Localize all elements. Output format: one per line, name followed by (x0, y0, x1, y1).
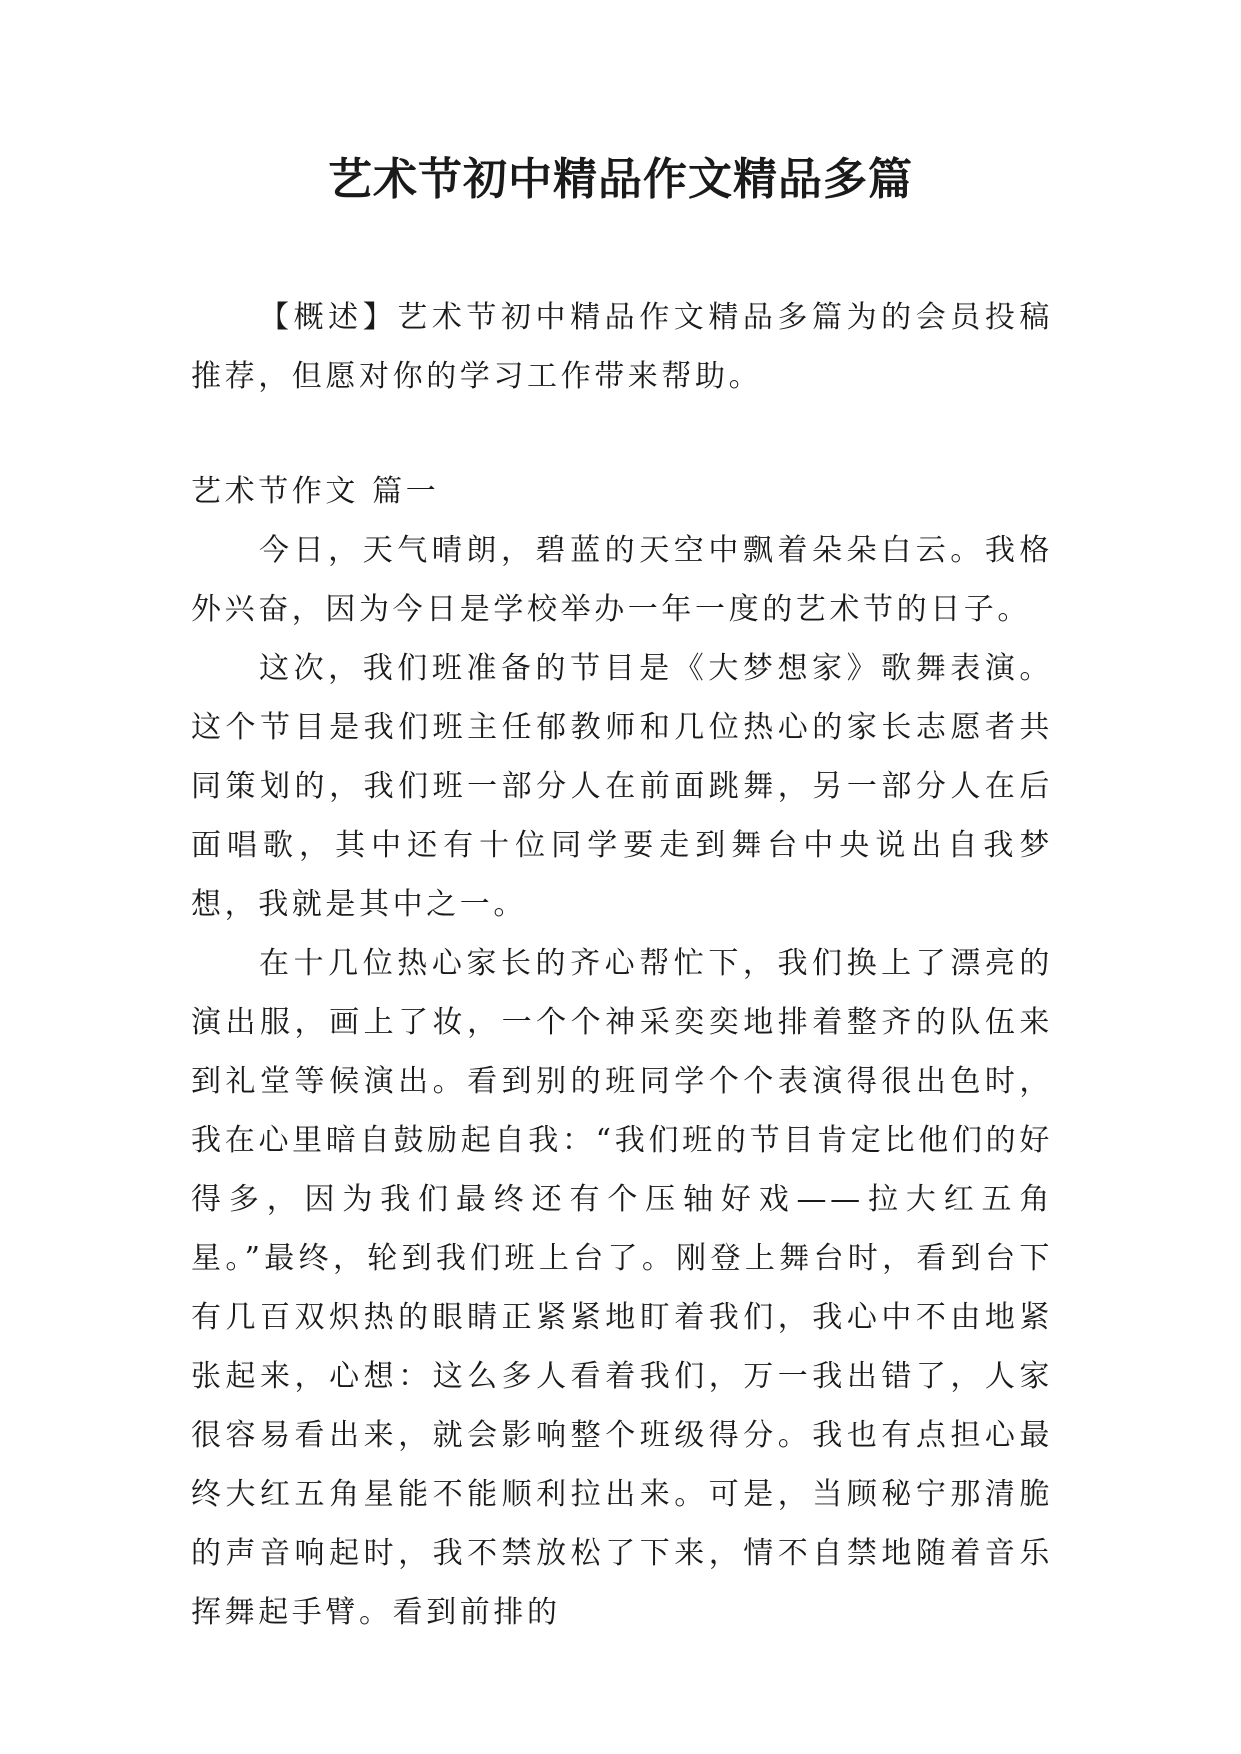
summary-paragraph: 【概述】艺术节初中精品作文精品多篇为的会员投稿推荐，但愿对你的学习工作带来帮助。 (191, 300, 1053, 394)
body-paragraph: 在十几位热心家长的齐心帮忙下，我们换上了漂亮的演出服，画上了妆，一个个神采奕奕地排着整齐的队伍来到礼堂等候演出。看到别的班同学个个表演得很出色时，我在心里暗自鼓励起自我：“我们班的节目肯定比他们的好得多，因为我们最终还有个压轴好戏——拉大红五角星。”最终，轮到我们班上台了。刚登上舞台时，看到台下有几百双炽热的眼睛正紧紧地盯着我们，我心中不由地紧张起来，心想：这么多人看着我们，万一我出错了，人家很容易看出来，就会影响整个班级得分。我也有点担心最终大红五角星能不能顺利拉出来。可是，当顾秘宁那清脆的声音响起时，我不禁放松了下来，情不自禁地随着音乐挥舞起手臂。看到前排的 (191, 946, 1053, 1630)
section-heading: 艺术节作文 篇一 (191, 474, 440, 509)
section-body (191, 521, 1053, 1642)
document-title: 艺术节初中精品作文精品多篇 (328, 154, 913, 205)
body-paragraph: 这次，我们班准备的节目是《大梦想家》歌舞表演。这个节目是我们班主任郁教师和几位热心的家长志愿者共同策划的，我们班一部分人在前面跳舞，另一部分人在后面唱歌，其中还有十位同学要走到舞台中央说出自我梦想，我就是其中之一。 (191, 651, 1053, 922)
body-paragraph: 今日，天气晴朗，碧蓝的天空中飘着朵朵白云。我格外兴奋，因为今日是学校举办一年一度的艺术节的日子。 (191, 533, 1053, 627)
